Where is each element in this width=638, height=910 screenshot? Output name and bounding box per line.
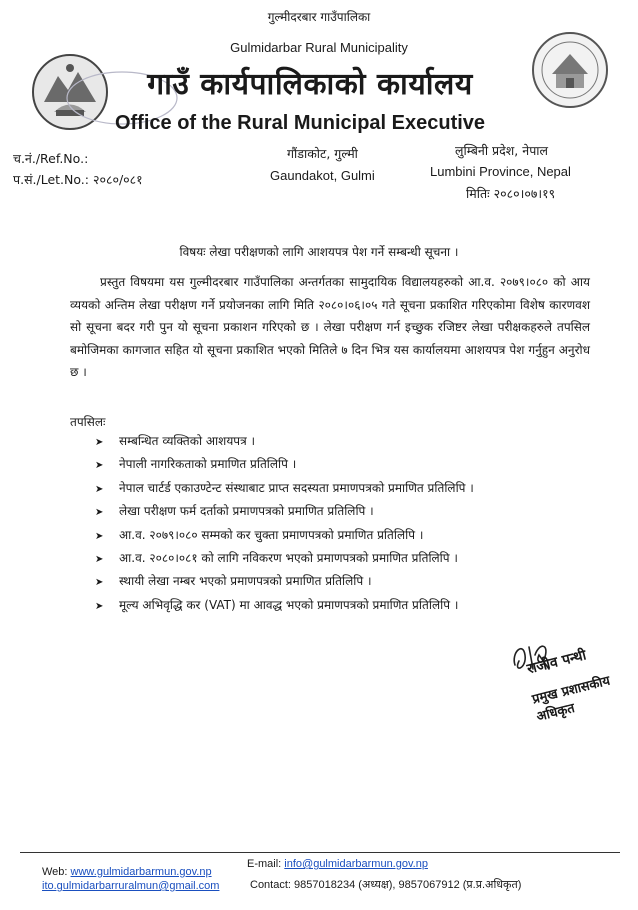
arrow-bullet-icon: ➤ xyxy=(95,460,104,472)
website-link[interactable]: www.gulmidarbarmun.gov.np xyxy=(70,866,212,878)
footer-email2 xyxy=(42,880,219,892)
arrow-bullet-icon: ➤ xyxy=(95,553,104,565)
ref-no-label: च.नं./Ref.No.: xyxy=(13,151,89,166)
arrow-bullet-icon: ➤ xyxy=(95,437,104,448)
list-item: ➤ नेपाल चार्टर्ड एकाउण्टेन्ट संस्थाबाट प्राप्त सदस्यता प्रमाणपत्रको प्रमाणित प्रतिलिपि । xyxy=(95,477,474,500)
email-label: E-mail: xyxy=(247,858,282,870)
contact-label: Contact: xyxy=(250,879,291,891)
province-en: Lumbini Province, Nepal xyxy=(430,164,571,179)
signatory-name: राजीव पन्थी xyxy=(525,647,588,678)
office-title-en: Office of the Rural Municipal Executive xyxy=(114,112,486,134)
letter-no-label: प.सं./Let.No.: xyxy=(13,172,89,187)
list-item: ➤ सम्बन्धित व्यक्तिको आशयपत्र । xyxy=(95,430,474,453)
notice-body: प्रस्तुत विषयमा यस गुल्मीदरबार गाउँपालिका अन्तर्गतका सामुदायिक विद्यालयहरुको आ.व. २०७९।०८० को आय व्ययको अन्तिम लेखा परीक्षण गर्ने प्रयोजनका लागि मिति २०८०।०६।०५ गते सूचना प्रकाशित गरिएकोमा विशेष कारणवश सो सूचना बदर गरी पुन यो सूचना प्रकाशन गरिएको छ । लेखा परीक्षण गर्न इच्छुक रजिष्टर लेखा परीक्षकहरुले तपसिल बमोजिमका कागजात सहित यो सूचना प्रकाशित भएको मितिले ७ दिन भित्र यस कार्यालयमा आशयपत्र पेश गर्नुहुन अनुरोध छ । xyxy=(70,275,590,379)
list-item: ➤ लेखा परीक्षण फर्म दर्ताको प्रमाणपत्रको प्रमाणित प्रतिलिपि । xyxy=(95,500,474,523)
annex-list xyxy=(95,430,474,617)
date-label: मितिः xyxy=(466,186,490,201)
list-item: ➤ आ.व. २०७९।०८० सम्मको कर चुक्ता प्रमाणपत्रको प्रमाणित प्रतिलिपि । xyxy=(95,524,474,547)
list-item: ➤ आ.व. २०८०।०८१ को लागि नविकरण भएको प्रमाणपत्रको प्रमाणित प्रतिलिपि । xyxy=(95,547,474,570)
address-en: Gaundakot, Gulmi xyxy=(270,168,375,183)
list-item: ➤ मूल्य अभिवृद्धि कर (VAT) मा आवद्ध भएको प्रमाणपत्रको प्रमाणित प्रतिलिपि । xyxy=(95,594,474,617)
subject-line: विषयः लेखा परीक्षणको लागि आशयपत्र पेश गर्ने सम्बन्धी सूचना । xyxy=(179,245,459,259)
footer-divider xyxy=(20,852,620,853)
arrow-bullet-icon: ➤ xyxy=(95,483,104,495)
email-link-secondary[interactable]: ito.gulmidarbarruralmun@gmail.com xyxy=(42,880,220,892)
office-title-np: गाउँ कार्यपालिकाको कार्यालय xyxy=(147,67,473,102)
arrow-bullet-icon: ➤ xyxy=(95,507,104,519)
letter-no-value: २०८०/०८१ xyxy=(92,172,143,187)
list-item: ➤ स्थायी लेखा नम्बर भएको प्रमाणपत्रको प्रमाणित प्रतिलिपि । xyxy=(95,570,474,593)
web-label: Web: xyxy=(42,866,68,878)
contact-numbers: 9857018234 (अध्यक्ष), 9857067912 (प्र.प्र.अधिकृत) xyxy=(294,879,522,891)
date-line xyxy=(466,185,555,202)
footer-email xyxy=(247,858,428,870)
arrow-bullet-icon: ➤ xyxy=(95,600,104,612)
footer-web xyxy=(42,866,212,878)
arrow-bullet-icon: ➤ xyxy=(95,530,104,542)
municipality-name-np: गुल्मीदरबार गाउँपालिका xyxy=(267,10,371,24)
email-link[interactable]: info@gulmidarbarmun.gov.np xyxy=(284,858,428,870)
footer-contact xyxy=(250,877,521,892)
signatory-title: प्रमुख प्रशासकीय अधिकृत xyxy=(530,673,612,725)
municipality-name-en: Gulmidarbar Rural Municipality xyxy=(230,40,408,55)
list-item: ➤ नेपाली नागरिकताको प्रमाणित प्रतिलिपि । xyxy=(95,453,474,476)
province-np: लुम्बिनी प्रदेश, नेपाल xyxy=(455,143,549,158)
letter-no-line xyxy=(13,171,143,188)
annex-label: तपसिलः xyxy=(70,415,106,429)
date-value: २०८०।०७।१९ xyxy=(493,186,556,201)
arrow-bullet-icon: ➤ xyxy=(95,577,104,589)
address-np: गौंडाकोट, गुल्मी xyxy=(287,146,358,161)
